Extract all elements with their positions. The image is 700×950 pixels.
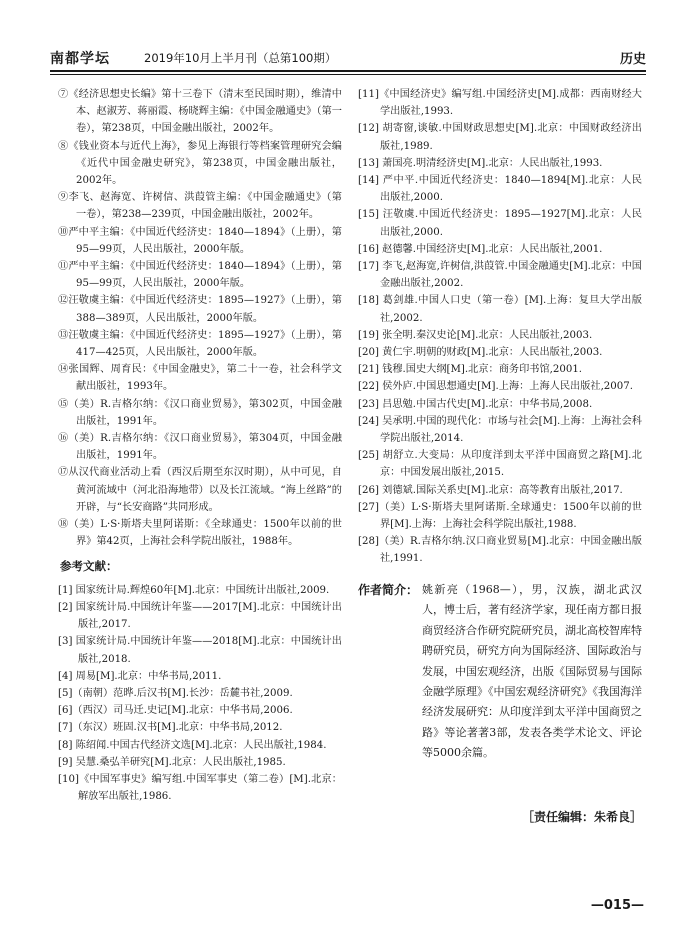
endnote: ⑧《钱业资本与近代上海》，参见上海银行等档案管理研究会编《近代中国金融史研究》，第238页，中国金融出版社，2002年。	[58, 140, 342, 187]
references-heading: 参考文献：	[60, 559, 118, 574]
reference-item: [2] 国家统计局.中国统计年鉴——2017[M].北京：中国统计出版社,2017.	[58, 601, 342, 631]
reference-item: [16] 赵德馨.中国经济史[M].北京：人民出版社,2001.	[358, 243, 603, 255]
endnote: ⑦《经济思想史长编》第十三卷下（清末至民国时期），维清中本、赵淑芳、蒋丽霞、杨晓辉主编：《中国金融通史》（第一卷），第238页，中国金融出版社，2002年。	[58, 89, 342, 135]
responsible-editor: ［责任编辑：朱希良］	[521, 810, 642, 824]
reference-item: [15] 汪敬虞.中国近代经济史：1895—1927[M].北京：人民出版社,2000.	[358, 209, 642, 238]
reference-item: [18] 葛剑雄.中国人口史（第一卷）[M].上海：复旦大学出版社,2002.	[358, 295, 642, 324]
reference-item: [24] 吴承明.中国的现代化：市场与社会[M].上海：上海社会科学院出版社,2014.	[358, 415, 642, 445]
author-bio	[358, 580, 642, 764]
journal-brand: 南都学坛	[50, 51, 110, 67]
section-label: 历史	[619, 52, 646, 67]
reference-item: [11]《中国经济史》编写组.中国经济史[M].成都：西南财经大学出版社,1993.	[358, 89, 642, 118]
reference-item: [22] 侯外庐.中国思想通史[M].上海：上海人民出版社,2007.	[358, 381, 633, 393]
header-rule	[50, 70, 646, 72]
reference-item: [26] 刘德斌.国际关系史[M].北京：高等教育出版社,2017.	[358, 484, 623, 496]
endnote: ⑪严中平主编：《中国近代经济史：1840—1894》（上册），第95—99页，人民出版社，2000年版。	[58, 261, 342, 290]
reference-item: [27]（美）L·S·斯塔夫里阿诺斯.全球通史：1500年以前的世界[M].上海：上海社会科学院出版社,1988.	[358, 501, 642, 531]
reference-item: [13] 萧国亮.明清经济史[M].北京：人民出版社,1993.	[358, 157, 603, 169]
reference-item: [4] 周易[M].北京：中华书局,2011.	[58, 670, 222, 682]
reference-item: [14] 严中平.中国近代经济史：1840—1894[M].北京：人民出版社,2000.	[358, 175, 642, 204]
endnote: ⑯（美）R.吉格尔纳：《汉口商业贸易》，第304页，中国金融出版社，1991年。	[58, 433, 342, 462]
reference-item: [10]《中国军事史》编写组.中国军事史（第二卷）[M].北京：解放军出版社,1986.	[58, 773, 342, 803]
reference-item: [17] 李飞,赵海宽,许树信,洪葭管.中国金融通史[M].北京：中国金融出版社,2002.	[358, 261, 642, 290]
endnote: ⑫汪敬虞主编：《中国近代经济史：1895—1927》（上册），第388—389页，人民出版社，2000年版。	[58, 295, 342, 324]
reference-item: [19] 张全明.秦汉史论[M].北京：人民出版社,2003.	[358, 329, 593, 341]
reference-item: [6]（西汉）司马迁.史记[M].北京：中华书局,2006.	[58, 705, 293, 717]
reference-item: [20] 黄仁宇.明朝的财政[M].北京：人民出版社,2003.	[358, 347, 603, 359]
page-number: —015—	[590, 898, 644, 913]
references-list-right	[358, 86, 642, 568]
endnote: ⑬汪敬虞主编：《中国近代经济史：1895—1927》（上册），第417—425页，人民出版社，2000年版。	[58, 329, 342, 359]
reference-item: [3] 国家统计局.中国统计年鉴——2018[M].北京：中国统计出版社,2018.	[58, 636, 342, 665]
reference-item: [8] 陈绍闻.中国古代经济文选[M].北京：人民出版社,1984.	[58, 739, 327, 751]
endnote: ⑰从汉代商业活动上看（西汉后期至东汉时期），从中可见，自黄河流域中（河北沿海地带）以及长江流域。“海上丝路”的开辟，与“长安商路”共同形成。	[58, 467, 342, 513]
reference-item: [9] 吴慧.桑弘羊研究[M].北京：人民出版社,1985.	[58, 756, 286, 768]
header-rule-thin	[50, 74, 646, 75]
reference-item: [28]（美）R.吉格尔纳.汉口商业贸易[M].北京：中国金融出版社,1991.	[358, 536, 642, 565]
endnote: ⑮（美）R.吉格尔纳：《汉口商业贸易》，第302页，中国金融出版社，1991年。	[58, 398, 342, 427]
endnotes	[58, 86, 342, 550]
endnote: ⑱（美）L·S·斯塔夫里阿诺斯：《全球通史：1500年以前的世界》第42页，上海社会科学院出版社，1988年。	[58, 519, 342, 548]
left-column	[58, 86, 342, 805]
issue-info: 2019年10月上半月刊（总第100期）	[144, 51, 337, 65]
endnote: ⑨李飞、赵海宽、许树信、洪葭管主编：《中国金融通史》（第一卷），第238—239页，中国金融出版社，2002年。	[58, 192, 342, 221]
right-column	[358, 86, 642, 568]
reference-item: [21] 钱穆.国史大纲[M].北京：商务印书馆,2001.	[358, 364, 583, 376]
reference-item: [25] 胡舒立.大变局：从印度洋到太平洋中国商贸之路[M].北京：中国发展出版社,2015.	[358, 450, 642, 479]
references-list-left	[58, 582, 342, 806]
endnote: ⑭张国辉、周育民：《中国金融史》，第二十一卷，社会科学文献出版社，1993年。	[58, 364, 342, 393]
reference-item: [12] 胡寄窗,谈敏.中国财政思想史[M].北京：中国财政经济出版社,1989.	[358, 123, 642, 152]
author-bio-label: 作者简介：	[358, 583, 419, 597]
reference-item: [5]（南朝）范晔.后汉书[M].长沙：岳麓书社,2009.	[58, 687, 293, 699]
endnote: ⑩严中平主编：《中国近代经济史：1840—1894》（上册），第95—99页，人民出版社，2000年版。	[58, 226, 342, 255]
reference-item: [7]（东汉）班固.汉书[M].北京：中华书局,2012.	[58, 722, 283, 734]
author-bio-text: 姚新亮（1968—），男，汉族，湖北武汉人，博士后，著有经济学家，现任南方都日报商贸经济合作研究院研究员，湖北高校智库特聘研究员，研究方向为国际经济、国际政治与发展，中国宏观经济，出版《国际贸易与国际金融学原理》《中国宏观经济研究》《我国海洋经济发展研究：从印度洋到太平洋中国商贸之路》等论著著3部，发表各类学术论文、评论等5000余篇。	[422, 583, 642, 760]
reference-item: [23] 吕思勉.中国古代史[M].北京：中华书局,2008.	[358, 398, 593, 410]
page-header	[50, 46, 646, 70]
reference-item: [1] 国家统计局.辉煌60年[M].北京：中国统计出版社,2009.	[58, 584, 330, 596]
